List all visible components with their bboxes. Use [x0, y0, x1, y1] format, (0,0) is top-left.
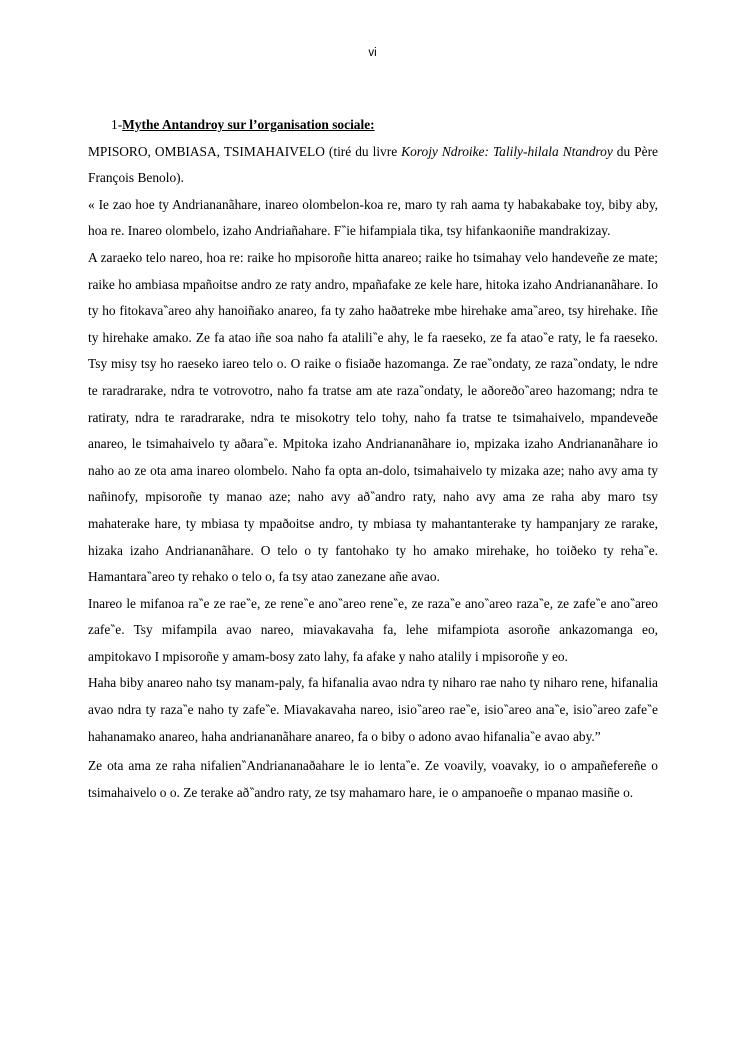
source-citation	[88, 139, 658, 192]
page-number: vi	[368, 47, 377, 59]
paragraph-kinship: Inareo le mifanoa ra‶e ze rae‶e, ze rene‶e ano‶areo rene‶e, ze raza‶e ano‶areo raza‶e, ze zafe‶e ano‶areo zafe‶e. Tsy mifampila avao nareo, miavakavaha fa, lehe mifampiota asoroñe ankazomanga eo, ampitokavo I mpisoroñe y amam-bosy zato lahy, fa afake y naho atalily i mpisoroñe y eo.	[88, 595, 658, 664]
source-text-after: du Père François Benolo).	[88, 143, 658, 186]
paragraph-opening: « Ie zao hoe ty Andriananãhare, inareo olombelon-koa re, maro ty rah aama ty habakabake toy, biby aby, hoa re. Inareo olombelo, izaho Andriañahare. F‶ie hifampiala tika, tsy hifankaoniñe mandrakizay.	[88, 196, 658, 239]
paragraph-separation: Haha biby anareo naho tsy manam-paly, fa hifanalia avao ndra ty niharo rae naho ty niharo rene, hifanalia avao ndra ty raza‶e naho ty zafe‶e. Miavakavaha nareo, isio‶areo rae‶e, isio‶areo ana‶e, isio‶areo zafe‶e hahanamako anareo, haha andriananãhare anareo, fa o biby o adono avao hifanalia‶e avao aby.”	[88, 675, 658, 744]
paragraph-closing: Ze ota ama ze raha nifalien‶Andriananaðahare le io lenta‶e. Ze voavily, voavaky, io o ampañefereñe o tsimahaivelo o o. Ze terake að‶andro raty, ze tsy mahamaro hare, ie o ampanoeñe o mpanao masiñe o.	[88, 758, 658, 800]
heading-title: Mythe Antandroy sur l’organisation sociale:	[122, 117, 375, 132]
paragraph-division: A zaraeko telo nareo, hoa re: raike ho mpisoroñe hitta anareo; raike ho tsimahay velo handeveñe ze mate; raike ho ambiasa mpañoitse andro ze raty andro, mpañafake ze kele hare, hitoka izaho Andriananãhare. Io ty ho fitokava‶areo ahy hanoiñako anareo, fa ty zaho haðatreke mbe hirehake ama‶areo, tsy hirehake. Iñe ty hirehake amako. Ze fa atao iñe soa naho fa atalili‶e ahy, le fa raeseko, ze fa atao‶e raty, le fa raeseko. Tsy misy tsy ho raeseko iareo telo o. O raike o fisiaðe hazomanga. Ze rae‶ondaty, ze raza‶ondaty, le ndre te raradrarake, ndra te votrovotro, naho fa tratse am ate raza‶ondaty, le aðoreðo‶areo hazomang; ndra te ratiraty, ndra te raradrarake, ndra te misokotry telo tohy, naho fa tratse te tsimahaivelo, mpandeveðe anareo, le tsimahaivelo ty aðara‶e. Mpitoka izaho Andriananãhare io, mpizaka izaho Andriananãhare io naho ao ze ota ama inareo olombelo. Naho fa opta an-dolo, tsimahaivelo ty mizaka aze; naho avy ama ty nañinofy, mpisoroñe ty manao aze; naho avy að‶andro raty, naho avy ama ze raha aby maro tsy mahaterake hare, ty mbiasa ty mpaðoitse andro, ty mbiasa ty mahantanterake ty hampanjary ze rarake, hizaka izaho Andriananãhare. O telo o ty fantohako ty ho amako mirehake, ho toiðeko ty reha‶e. Hamantara‶areo ty rehako o telo o, fa tsy atao zanezane añe avao.	[88, 249, 658, 585]
heading-prefix: 1-	[111, 117, 123, 132]
source-text-before: MPISORO, OMBIASA, TSIMAHAIVELO (tiré du livre	[88, 143, 402, 159]
document-body	[88, 112, 658, 806]
section-heading	[88, 112, 658, 139]
book-title: Korojy Ndroike: Talily-hilala Ntandroy	[401, 143, 613, 159]
